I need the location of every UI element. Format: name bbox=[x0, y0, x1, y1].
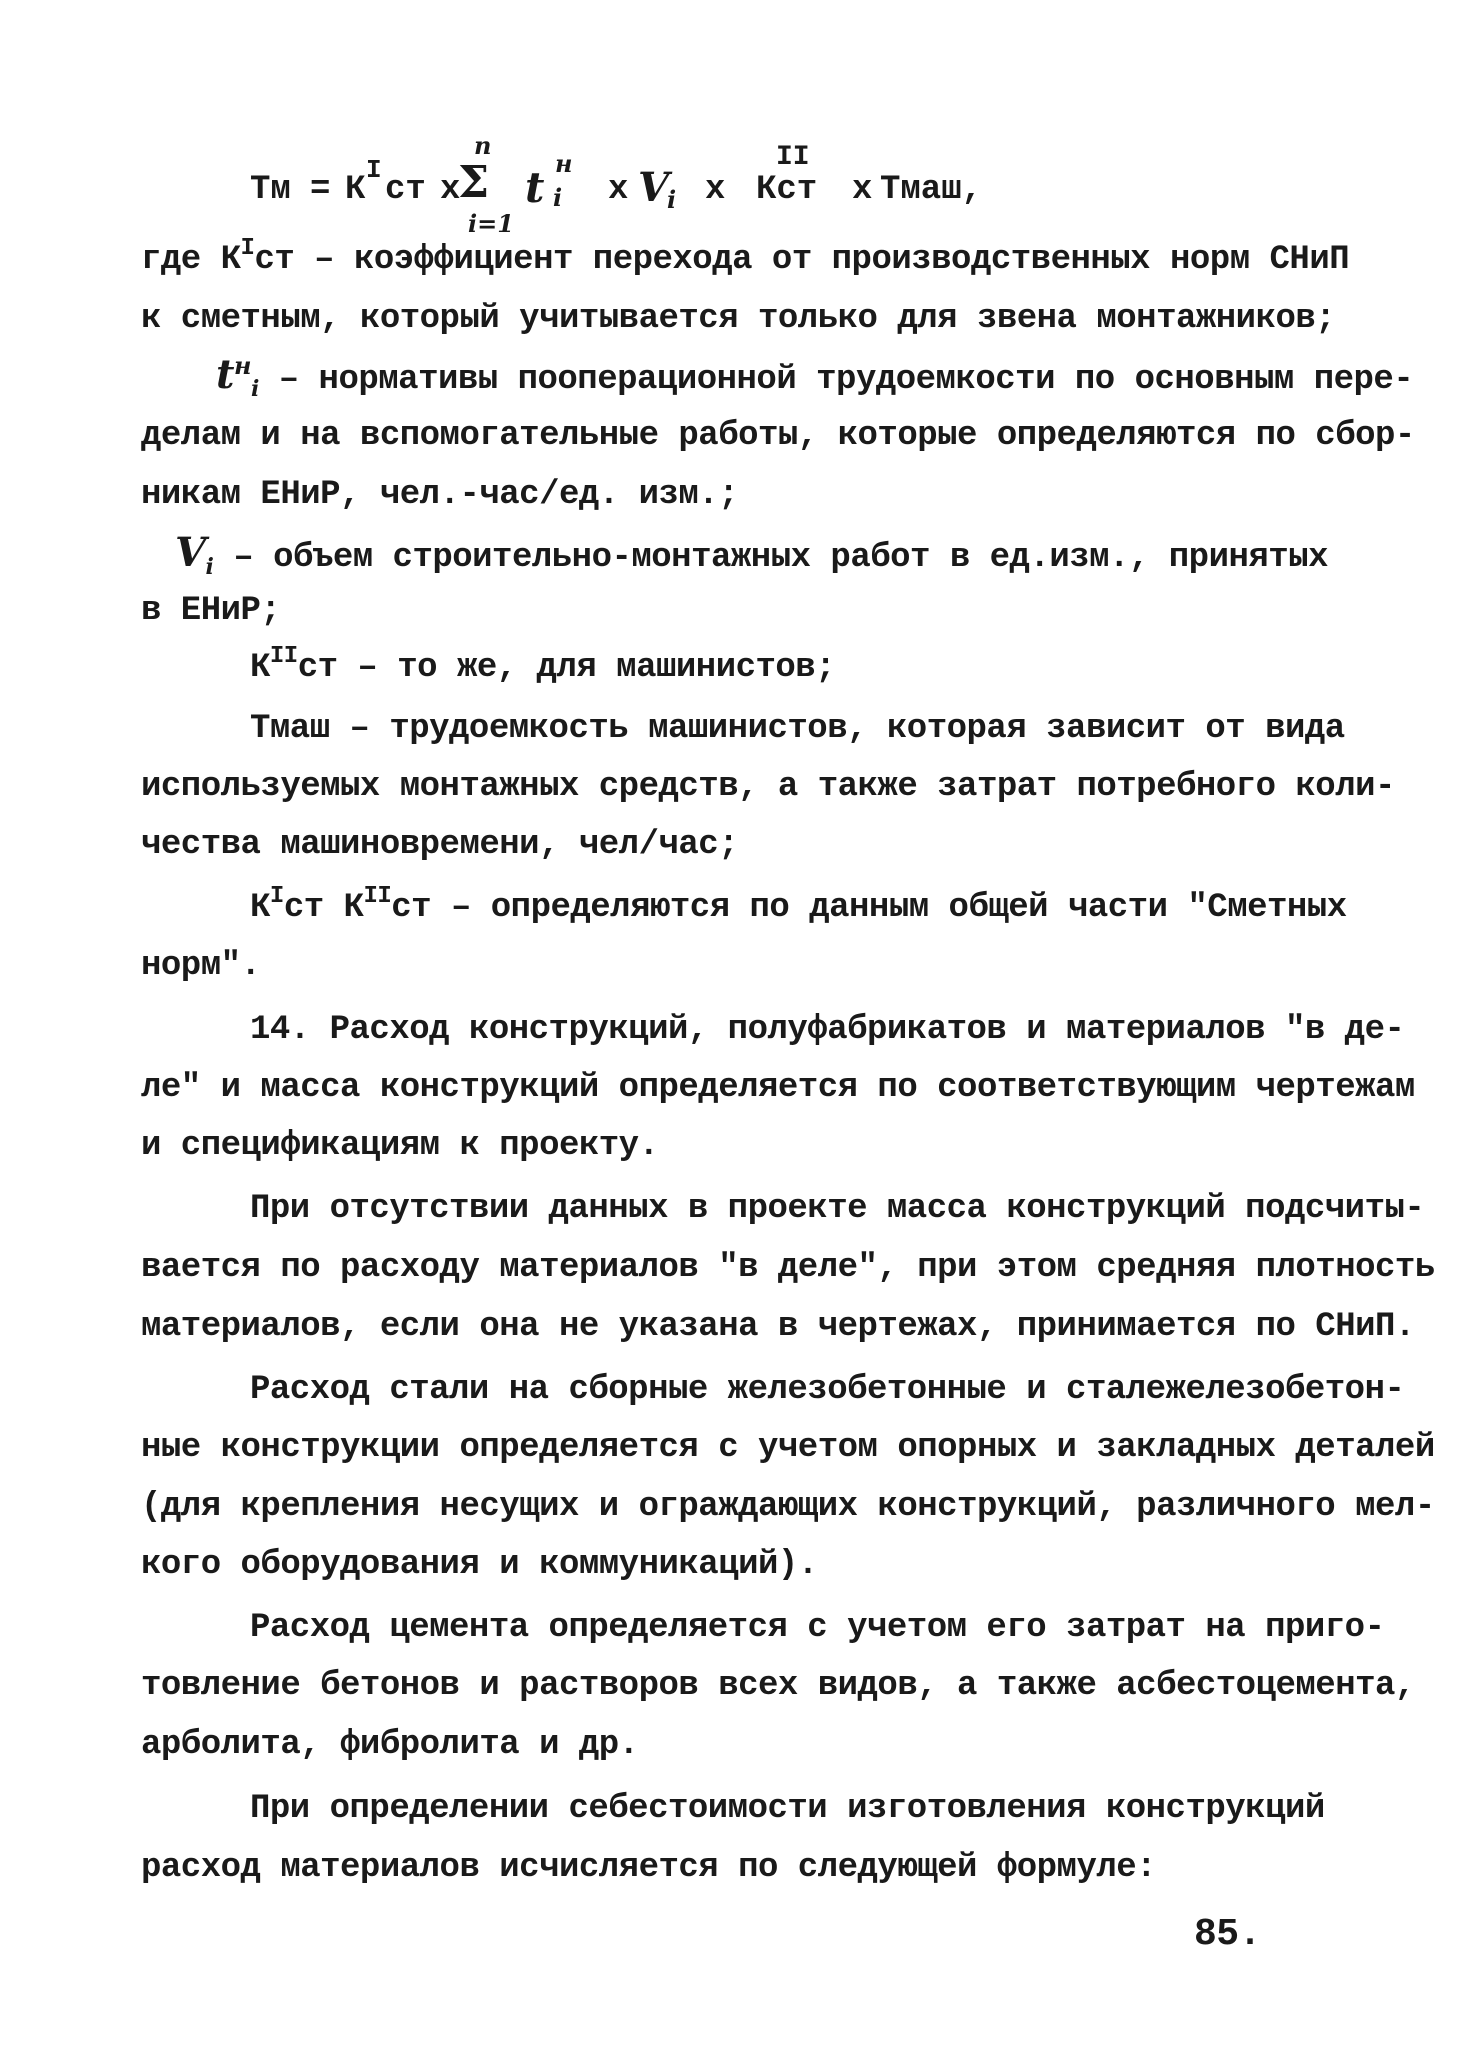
text-line: (для крепления несущих и ограждающих конструкций, различного мел- bbox=[141, 1488, 1435, 1526]
formula-v-sub: i bbox=[667, 185, 677, 214]
text-line: и спецификациям к проекту. bbox=[141, 1127, 659, 1165]
text-line: ные конструкции определяется с учетом опорных и закладных деталей bbox=[141, 1429, 1435, 1467]
text-line: никам ЕНиР, чел.-час/ед. изм.; bbox=[141, 476, 739, 514]
text-line: арболита, фибролита и др. bbox=[141, 1726, 639, 1764]
formula-times-3: х bbox=[705, 171, 726, 209]
formula-lhs: Тм bbox=[250, 171, 291, 209]
text-line: материалов, если она не указана в чертежах, принимается по СНиП. bbox=[141, 1308, 1415, 1346]
text-line: вается по расходу материалов "в деле", при этом средняя плотность bbox=[141, 1249, 1435, 1287]
text-line: товление бетонов и растворов всех видов, а также асбестоцемента, bbox=[141, 1667, 1415, 1705]
formula-k1-sub: ст bbox=[385, 171, 426, 209]
formula-t-symbol: t bbox=[525, 163, 545, 212]
labor-formula bbox=[0, 0, 1476, 260]
t-symbol: t bbox=[216, 351, 234, 398]
text-line: делам и на вспомогательные работы, которые определяются по сбор- bbox=[141, 417, 1415, 455]
text-line: Расход цемента определяется с учетом его затрат на приго- bbox=[250, 1609, 1385, 1647]
text-line: кого оборудования и коммуникаций). bbox=[141, 1546, 818, 1584]
formula-times-1: х bbox=[440, 171, 461, 209]
text-line: $К^Iст$ $К^{II}ст$ – определяются по данным общей части "Сметных bbox=[250, 883, 1347, 927]
formula-k2-sup: II bbox=[776, 142, 810, 173]
formula-times-2: х bbox=[608, 171, 629, 209]
text-line: чества машиновремени, чел/час; bbox=[141, 826, 739, 864]
formula-tmash: Тмаш, bbox=[880, 171, 983, 209]
text-line: Тмаш – трудоемкость машинистов, которая зависит от вида bbox=[250, 710, 1345, 748]
text-line: $V_i$ – объем строительно-монтажных работ в ед.изм., принятых bbox=[175, 529, 1328, 580]
page-number: 85. bbox=[1194, 1913, 1261, 1956]
text-line: к сметным, который учитывается только для звена монтажников; bbox=[141, 300, 1336, 338]
formula-t-sup: н bbox=[555, 149, 573, 178]
text-line: расход материалов исчисляется по следующей формуле: bbox=[141, 1849, 1157, 1887]
text-line: где $К^Iст$ – коэффициент перехода от производственных норм СНиП bbox=[141, 235, 1350, 279]
v-symbol: V bbox=[175, 529, 206, 576]
formula-t-sub: i bbox=[553, 183, 563, 212]
formula-k1-base: К bbox=[345, 171, 366, 209]
text-line: Расход стали на сборные железобетонные и сталежелезобетон- bbox=[250, 1371, 1405, 1409]
text-line: При отсутствии данных в проекте масса конструкций подсчиты- bbox=[250, 1190, 1425, 1228]
formula-times-4: х bbox=[852, 171, 873, 209]
text-line: в ЕНиР; bbox=[141, 592, 281, 630]
text-line: норм". bbox=[141, 947, 261, 985]
formula-k2-base: Кст bbox=[756, 171, 818, 209]
text-line: $К^{II}ст$ – то же, для машинистов; bbox=[250, 643, 836, 687]
text-line: 14. Расход конструкций, полуфабрикатов и материалов "в де- bbox=[250, 1011, 1405, 1049]
formula-v-symbol: V bbox=[638, 164, 670, 211]
text-line: ле" и масса конструкций определяется по соответствующим чертежам bbox=[141, 1069, 1415, 1107]
formula-k1-sup: I bbox=[366, 155, 382, 185]
text-line: используемых монтажных средств, а также затрат потребного коли- bbox=[141, 768, 1395, 806]
formula-equals: = bbox=[310, 171, 331, 209]
sum-upper-limit: n bbox=[474, 131, 492, 160]
sum-lower-limit: i=1 bbox=[468, 209, 514, 238]
text-line: $t^н_i$ – нормативы пооперационной трудоемкости по основным пере- bbox=[216, 351, 1414, 402]
text-line: При определении себестоимости изготовления конструкций bbox=[250, 1790, 1325, 1828]
sum-sign: Σ bbox=[458, 157, 490, 208]
